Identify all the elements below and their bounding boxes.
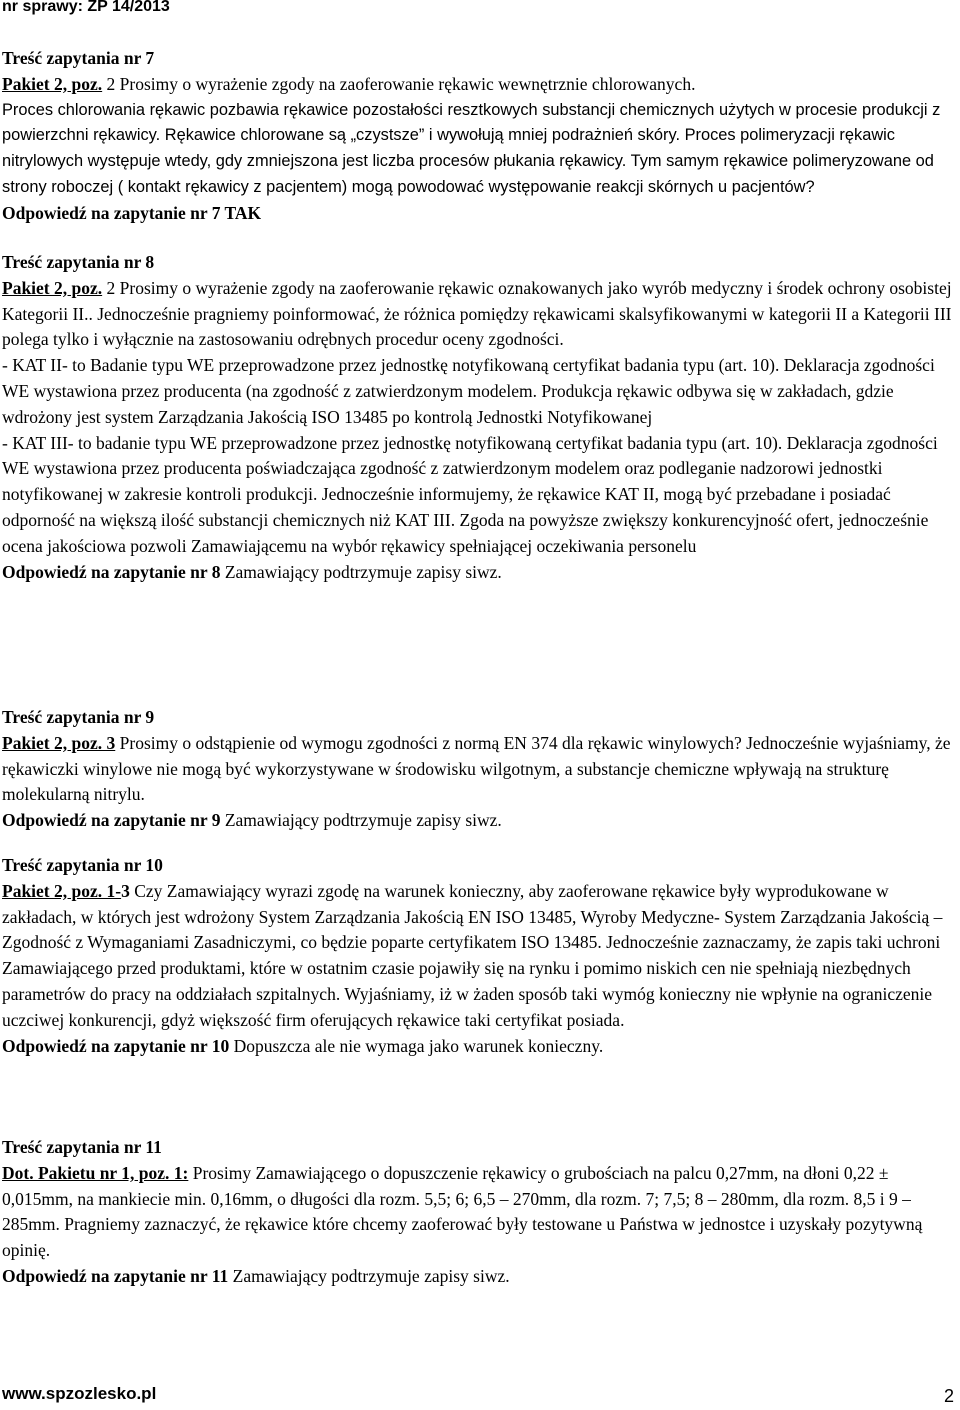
question-10	[2, 853, 952, 1059]
question-8-ref: Pakiet 2, poz.	[2, 277, 103, 298]
answer-9: Odpowiedź na zapytanie nr 9 Zamawiający podtrzymuje zapisy siwz.	[2, 810, 502, 831]
answer-7: Odpowiedź na zapytanie nr 7 TAK	[2, 202, 262, 223]
answer-11: Odpowiedź na zapytanie nr 11 Zamawiający podtrzymuje zapisy siwz.	[2, 1265, 510, 1286]
question-7-details: Proces chlorowania rękawic pozbawia rękawice pozostałości resztkowych substancji chemicznych użytych w procesie produkcji z powierzchni rękawicy. Rękawice chlorowane są „czystsze” i wywołują mniej podrażnień skóry. Proces polimeryzacji rękawic nitrylowych występuje wtedy, gdy zmniejszona jest liczba procesów płukania rękawicy. Tym samym rękawice polimeryzowane od strony roboczej ( kontakt rękawicy z pacjentem) mogą powodować występowanie reakcji skórnych u pacjentów?	[2, 100, 941, 196]
question-9-text: Pakiet 2, poz. 3 Prosimy o odstąpienie od wymogu zgodności z normą EN 374 dla rękawic winylowych? Jednocześnie wyjaśniamy, że rękawiczki winylowe nie mogą być wykorzystywane w środowisku wilgotnym, a substancje chemiczne wpływają na strukturę molekularną nitrylu.	[2, 732, 951, 805]
question-8-title: Treść zapytania nr 8	[2, 252, 155, 272]
question-7-ref: Pakiet 2, poz.	[2, 73, 103, 94]
answer-10: Odpowiedź na zapytanie nr 10 Dopuszcza ale nie wymaga jako warunek konieczny.	[2, 1035, 604, 1056]
question-8-kat3: - KAT III- to badanie typu WE przeprowadzone przez jednostkę notyfikowaną certyfikat badania typu (art. 10). Deklaracja zgodności WE wystawiona przez producenta poświadczająca zgodność z zatwierdzonym modelem oraz podleganie nadzorowi jednostki notyfikowanej w zakresie kontroli produkcji. Jednocześnie informujemy, że rękawice KAT II, mogą być przebadane i posiadać odporność na większą ilość substancji chemicznych niż KAT III. Zgoda na powyższe zwiększy konkurencyjność ofert, jednocześnie ocena jakościowa pozwoli Zamawiającemu na wybór rękawicy spełniającej oczekiwania personelu	[2, 432, 938, 556]
question-11-text: Dot. Pakietu nr 1, poz. 1: Prosimy Zamawiającego o dopuszczenie rękawicy o grubościach na palcu 0,27mm, na dłoni 0,22 ± 0,015mm, na mankiecie min. 0,16mm, o długości dla rozm. 5,5; 6; 6,5 – 270mm, dla rozm. 7; 7,5; 8 – 280mm, dla rozm. 8,5 i 9 – 285mm. Pragniemy zaznaczyć, że rękawice które chcemy zaoferować były testowane u Państwa w jednostce i uzyskały pozytywną opinię.	[2, 1162, 923, 1261]
question-9	[2, 705, 952, 834]
question-8-kat2: - KAT II- to Badanie typu WE przeprowadzone przez jednostkę notyfikowaną certyfikat badania typu (art. 10). Deklaracja zgodności WE wystawiona przez producenta (na zgodność z zatwierdzonym modelem. Produkcja rękawic odbywa się w zakładach, gdzie wdrożony jest system Zarządzania Jakością ISO 13485 po kontrolą Jednostki Notyfikowanej	[2, 355, 935, 427]
question-11	[2, 1135, 952, 1290]
question-7-text: Pakiet 2, poz. 2 Prosimy o wyrażenie zgody na zaoferowanie rękawic wewnętrznie chlorowanych.	[2, 73, 696, 94]
question-10-title: Treść zapytania nr 10	[2, 855, 163, 875]
question-9-ref: Pakiet 2, poz. 3	[2, 732, 116, 753]
answer-8: Odpowiedź na zapytanie nr 8 Zamawiający podtrzymuje zapisy siwz.	[2, 561, 502, 582]
question-10-ref: Pakiet 2, poz. 1-	[2, 880, 122, 901]
case-number: nr sprawy: ZP 14/2013	[2, 0, 170, 15]
question-11-title: Treść zapytania nr 11	[2, 1137, 162, 1157]
question-7	[2, 46, 952, 227]
document-page	[2, 0, 958, 1410]
page-number: 2	[943, 1386, 954, 1406]
question-11-ref: Dot. Pakietu nr 1, poz. 1:	[2, 1162, 189, 1183]
question-8	[2, 250, 952, 585]
question-9-title: Treść zapytania nr 9	[2, 707, 155, 727]
question-8-text: Pakiet 2, poz. 2 Prosimy o wyrażenie zgody na zaoferowanie rękawic oznakowanych jako wyrób medyczny i środek ochrony osobistej Kategorii II.. Jednocześnie pragniemy poinformować, że różnica pomiędzy rękawicami skalsyfikowanymi w kategorii II a Kategorii III polega tylko i wyłącznie na zastosowaniu odrębnych procedur oceny zgodności.	[2, 277, 952, 350]
question-10-text: Pakiet 2, poz. 1-3 Czy Zamawiający wyrazi zgodę na warunek konieczny, aby zaoferowane rękawice były wyprodukowane w zakładach, w których jest wdrożony System Zarządzania Jakością EN ISO 13485, Wyroby Medyczne- System Zarządzania Jakością – Zgodność z Wymaganiami Zasadniczymi, co będzie poparte certyfikatem ISO 13485. Jednocześnie zaznaczamy, że zapis taki uchroni Zamawiającego przed produktami, które w ostatnim czasie pojawiły się na rynku i pomimo niskich cen nie spełniają niezbędnych parametrów do pracy na oddziałach szpitalnych. Wyjaśniamy, iż w żaden sposób taki wymóg konieczny nie wpłynie na ograniczenie uczciwej konkurencji, gdyż większość firm oferujących rękawice taki certyfikat posiada.	[2, 880, 943, 1030]
footer-url[interactable]: www.spzozlesko.pl	[2, 1384, 157, 1403]
question-7-title: Treść zapytania nr 7	[2, 48, 155, 68]
